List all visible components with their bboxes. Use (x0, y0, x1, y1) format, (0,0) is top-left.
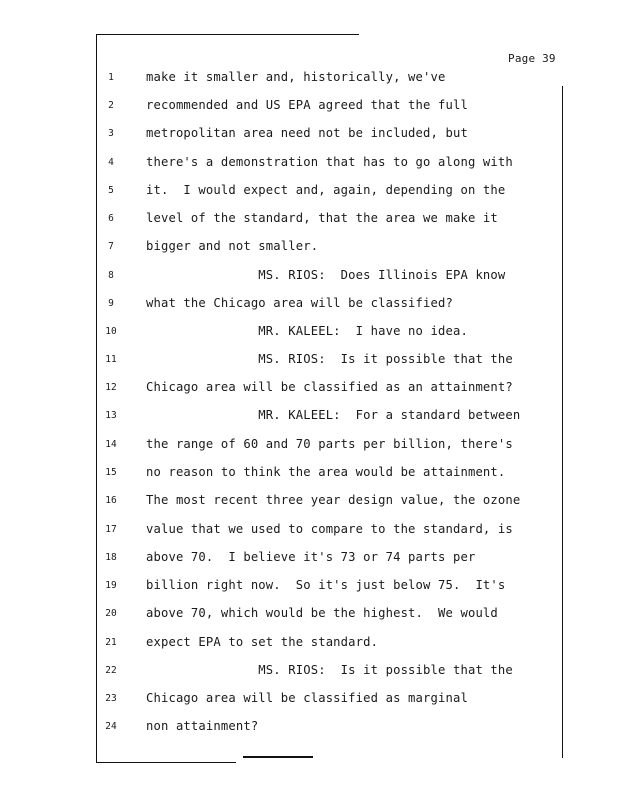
line-number: 15 (105, 467, 117, 478)
line-text: what the Chicago area will be classified? (146, 296, 453, 310)
line-number: 1 (108, 72, 114, 83)
line-text: the range of 60 and 70 parts per billion, there's (146, 437, 513, 451)
line-text: billion right now. So it's just below 75. It's (146, 578, 506, 592)
transcript-line (0, 437, 619, 459)
transcript-line (0, 324, 619, 346)
line-number: 16 (105, 495, 117, 506)
page-border-top (96, 34, 359, 35)
line-text: value that we used to compare to the standard, is (146, 522, 513, 536)
transcript-line (0, 606, 619, 628)
line-number: 9 (108, 298, 114, 309)
line-text: recommended and US EPA agreed that the full (146, 98, 468, 112)
line-number: 12 (105, 382, 117, 393)
transcript-line (0, 663, 619, 685)
line-number: 20 (105, 608, 117, 619)
page-border-bottom (96, 762, 236, 763)
transcript-line (0, 522, 619, 544)
line-text: bigger and not smaller. (146, 239, 319, 253)
line-text: MS. RIOS: Does Illinois EPA know (146, 268, 506, 282)
transcript-line (0, 635, 619, 657)
line-number: 10 (105, 326, 117, 337)
line-text: Chicago area will be classified as an attainment? (146, 380, 513, 394)
transcript-line (0, 239, 619, 261)
transcript-line (0, 70, 619, 92)
line-text: above 70. I believe it's 73 or 74 parts per (146, 550, 476, 564)
transcript-line (0, 691, 619, 713)
line-text: it. I would expect and, again, depending on the (146, 183, 506, 197)
line-text: level of the standard, that the area we make it (146, 211, 498, 225)
transcript-line (0, 380, 619, 402)
transcript-line (0, 211, 619, 233)
line-text: there's a demonstration that has to go along with (146, 155, 513, 169)
line-text: metropolitan area need not be included, but (146, 126, 468, 140)
line-number: 13 (105, 410, 117, 421)
transcript-line (0, 408, 619, 430)
line-number: 2 (108, 100, 114, 111)
transcript-line (0, 296, 619, 318)
line-number: 5 (108, 185, 114, 196)
page-number: Page 39 (508, 52, 556, 65)
line-number: 24 (105, 721, 117, 732)
transcript-line (0, 578, 619, 600)
line-text: MR. KALEEL: For a standard between (146, 408, 521, 422)
transcript-line (0, 183, 619, 205)
line-number: 4 (108, 157, 114, 168)
line-text: Chicago area will be classified as marginal (146, 691, 468, 705)
line-text: above 70, which would be the highest. We would (146, 606, 498, 620)
transcript-line (0, 155, 619, 177)
line-number: 14 (105, 439, 117, 450)
transcript-line (0, 352, 619, 374)
line-text: non attainment? (146, 719, 259, 733)
line-text: no reason to think the area would be attainment. (146, 465, 506, 479)
line-number: 22 (105, 665, 117, 676)
line-number: 19 (105, 580, 117, 591)
page-bottom-mark (243, 756, 313, 758)
line-text: expect EPA to set the standard. (146, 635, 379, 649)
line-number: 23 (105, 693, 117, 704)
line-text: MS. RIOS: Is it possible that the (146, 352, 513, 366)
line-number: 7 (108, 241, 114, 252)
transcript-line (0, 98, 619, 120)
line-text: The most recent three year design value, the ozone (146, 493, 521, 507)
line-number: 18 (105, 552, 117, 563)
line-number: 21 (105, 637, 117, 648)
line-number: 17 (105, 524, 117, 535)
transcript-line (0, 550, 619, 572)
line-text: MR. KALEEL: I have no idea. (146, 324, 468, 338)
line-number: 11 (105, 354, 117, 365)
line-number: 3 (108, 128, 114, 139)
transcript-line (0, 268, 619, 290)
line-number: 8 (108, 270, 114, 281)
line-number: 6 (108, 213, 114, 224)
line-text: MS. RIOS: Is it possible that the (146, 663, 513, 677)
line-text: make it smaller and, historically, we've (146, 70, 446, 84)
transcript-line (0, 493, 619, 515)
transcript-line (0, 465, 619, 487)
transcript-line (0, 719, 619, 741)
transcript-line (0, 126, 619, 148)
